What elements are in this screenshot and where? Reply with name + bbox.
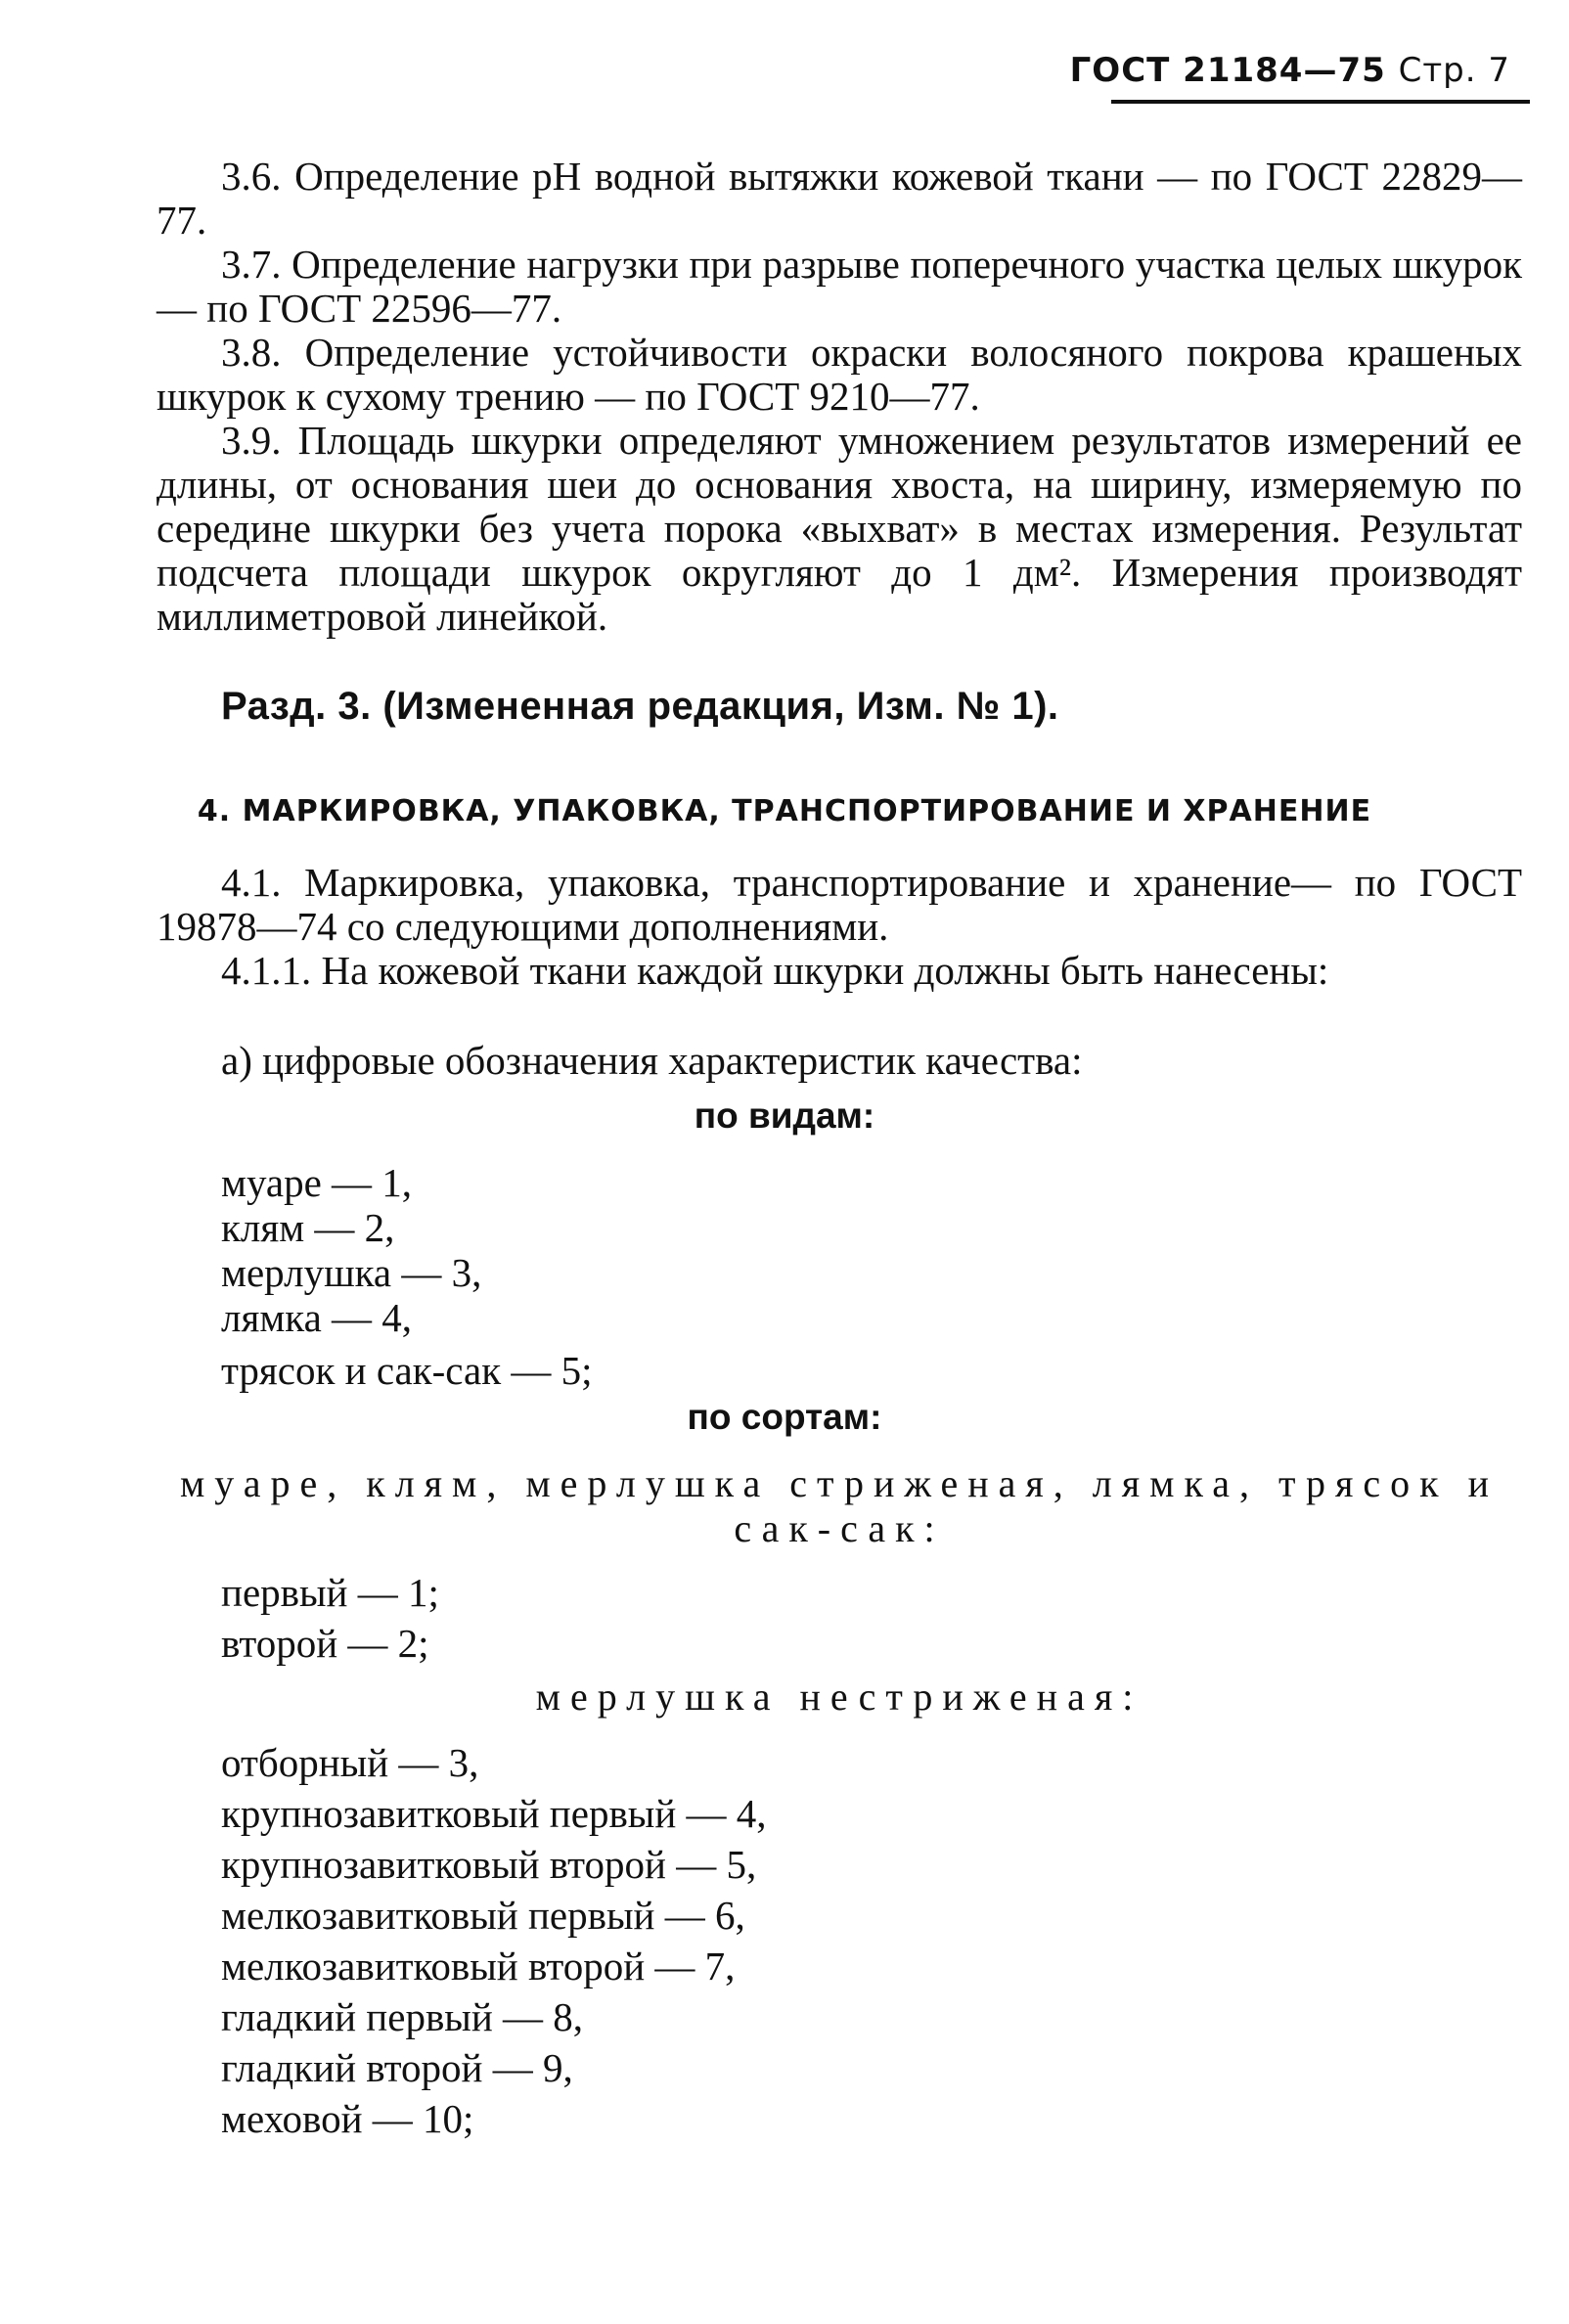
by-type-heading: по видам: (694, 1095, 875, 1136)
by-grade-heading: по сортам: (687, 1397, 882, 1437)
paragraph-3-7: 3.7. Определение нагрузки при разрыве поперечного участка целых шкурок — по ГОСТ 22596—77. (157, 242, 1522, 331)
list-item: мерлушка — 3, (221, 1250, 482, 1295)
list-item: крупнозавитковый первый — 4, (221, 1791, 767, 1836)
standard-number: ГОСТ 21184—75 (1069, 51, 1386, 90)
list-item: мелкозавитковый второй — 7, (221, 1944, 736, 1989)
paragraph-3-8: 3.8. Определение устойчивости окраски волосяного покрова крашеных шкурок к сухому трению — по ГОСТ 9210—77. (157, 330, 1522, 419)
list-item: второй — 2; (221, 1621, 429, 1666)
page-number: Стр. 7 (1398, 51, 1510, 90)
header-rule (1111, 100, 1530, 104)
section-4-title: 4. МАРКИРОВКА, УПАКОВКА, ТРАНСПОРТИРОВАНИЕ И ХРАНЕНИЕ (197, 794, 1372, 828)
paragraph-3-6: 3.6. Определение pH водной вытяжки кожевой ткани — по ГОСТ 22829—77. (157, 154, 1522, 243)
running-header (1070, 51, 1510, 96)
paragraph-4-1-1: 4.1.1. На кожевой ткани каждой шкурки должны быть нанесены: (221, 948, 1329, 993)
grade-group-1-list (221, 1567, 439, 1669)
item-a: а) цифровые обозначения характеристик качества: (221, 1038, 1083, 1083)
list-item: первый — 1; (221, 1570, 439, 1615)
by-type-list (221, 1160, 593, 1393)
paragraph-4-1: 4.1. Маркировка, упаковка, транспортирование и хранение— по ГОСТ 19878—74 со следующими дополнениями. (157, 860, 1522, 949)
list-item: лямка — 4, (221, 1295, 413, 1340)
list-item: крупнозавитковый второй — 5, (221, 1842, 757, 1887)
paragraph-3-9: 3.9. Площадь шкурки определяют умножением результатов измерений ее длины, от основания шеи до основания хвоста, на ширину, измеряемую по середине шкурки без учета порока «выхват» в местах измерения. Результат подсчета площади шкурок округляют до 1 дм². Измерения производят миллиметровой линейкой. (157, 418, 1522, 639)
list-item: гладкий второй — 9, (221, 2045, 573, 2090)
list-item: отборный — 3, (221, 1740, 479, 1785)
revision-note: Разд. 3. (Измененная редакция, Изм. № 1). (221, 685, 1059, 728)
list-item: муаре — 1, (221, 1160, 413, 1205)
list-item: клям — 2, (221, 1205, 395, 1250)
grade-group-1-caption: муаре, клям, мерлушка стриженая, лямка, трясок и сак-сак: (179, 1461, 1500, 1550)
list-item: гладкий первый — 8, (221, 1994, 584, 2039)
grade-group-2-list (221, 1737, 767, 2144)
list-item: мелкозавитковый первый — 6, (221, 1893, 745, 1938)
grade-group-2-caption: мерлушка нестриженая: (535, 1675, 1143, 1719)
list-item: трясок и сак-сак — 5; (221, 1348, 593, 1393)
list-item: меховой — 10; (221, 2096, 474, 2141)
